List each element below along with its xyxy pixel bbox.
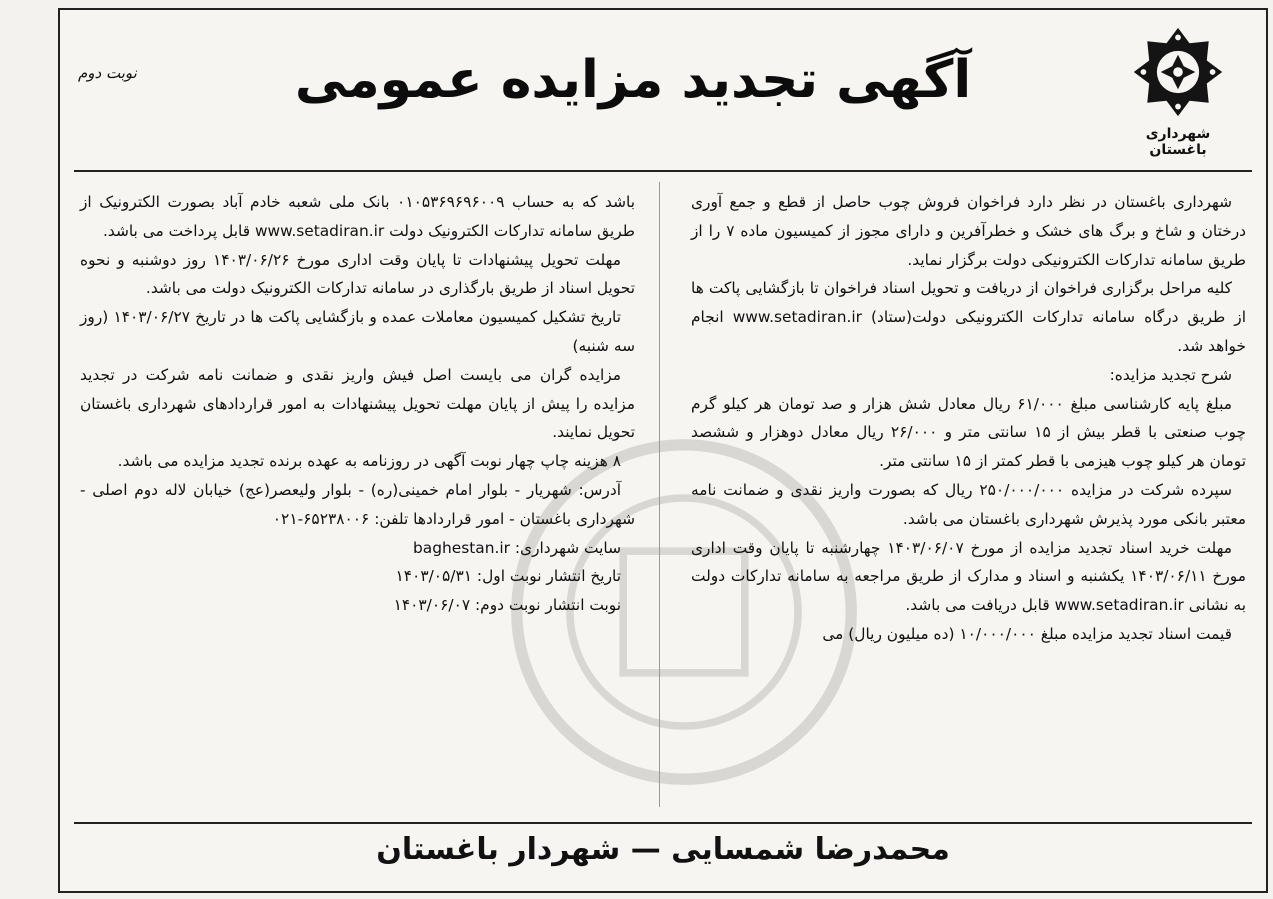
notice-title: آگهی تجدید مزایده عمومی [294, 50, 972, 110]
round-label: نوبت دوم [78, 64, 137, 82]
logo-caption: شهرداری باغستان [1145, 126, 1211, 158]
intro-paragraph: شهرداری باغستان در نظر دارد فراخوان فروش چوب حاصل از قطع و جمع آوری درختان و شاخ و برگ های خشک و خطرآفرین و دارای مجوز از کمیسیون ماده ۷ را از طریق سامانه تدارکات الکترونیکی دولت برگزار نماید. [691, 193, 1247, 269]
notice-body [74, 172, 1252, 822]
municipality-logo [1118, 24, 1238, 164]
commission-date-paragraph: تاریخ تشکیل کمیسیون معاملات عمده و بازگشایی پاکت ها در تاریخ ۱۴۰۳/۰۶/۲۷ (روز سه شنبه) [80, 308, 635, 355]
column-divider [659, 182, 660, 807]
submission-deadline-paragraph: مهلت تحویل پیشنهادات تا پایان وقت اداری مورخ ۱۴۰۳/۰۶/۲۶ روز دوشنبه و نحوه تحویل اسناد از طریق بارگذاری در سامانه تدارکات الکترونیک دولت می باشد. [80, 250, 635, 298]
right-column [691, 188, 1246, 649]
document-price-paragraph: قیمت اسناد تجدید مزایده مبلغ ۱۰/۰۰۰/۰۰۰ (ده میلیون ریال) می [822, 624, 1232, 643]
logo-emblem-icon [1130, 24, 1226, 120]
mayor-signature: محمدرضا شمسایی — شهردار باغستان [376, 832, 950, 867]
notice-frame [58, 8, 1268, 893]
deposit-paragraph: سپرده شرکت در مزایده ۲۵۰/۰۰۰/۰۰۰ ریال که بصورت واریز نقدی و ضمانت نامه معتبر بانکی مورد پذیرش شهرداری باغستان می باشد. [691, 480, 1246, 528]
notice-header [60, 10, 1266, 170]
ad-cost-paragraph: ۸ هزینه چاپ چهار نوبت آگهی در روزنامه به عهده برنده تجدید مزایده می باشد. [117, 452, 621, 471]
payment-paragraph: باشد که به حساب ۰۱۰۵۳۶۹۶۹۶۰۰۹ بانک ملی شعبه خادم آباد بصورت الکترونیک از طریق سامانه تدارکات الکترونیک دولت www.setadiran.ir قابل پرداخت می باشد. [80, 193, 635, 240]
left-column [80, 188, 635, 620]
first-publish-date: تاریخ انتشار نوبت اول: ۱۴۰۳/۰۵/۳۱ [395, 567, 621, 586]
second-publish-date: نوبت انتشار نوبت دوم: ۱۴۰۳/۰۶/۰۷ [393, 596, 621, 615]
website-line: سایت شهرداری: baghestan.ir [413, 538, 621, 557]
description-heading: شرح تجدید مزایده: [1109, 365, 1232, 384]
process-paragraph: کلیه مراحل برگزاری فراخوان از دریافت و تحویل اسناد فراخوان تا بازگشایی پاکت ها از طریق درگاه سامانه تدارکات الکترونیکی دولت(ستاد) www.setadiran.ir انجام خواهد شد. [691, 279, 1246, 355]
address-paragraph: آدرس: شهریار - بلوار امام خمینی(ره) - بلوار ولیعصر(عج) خیابان لاله دوم اصلی - شهرداری باغستان - امور قراردادها تلفن: ۶۵۲۳۸۰۰۶-۰۲۱ [80, 480, 635, 528]
purchase-deadline-paragraph: مهلت خرید اسناد تجدید مزایده از مورخ ۱۴۰۳/۰۶/۰۷ چهارشنبه تا پایان وقت اداری مورخ ۱۴۰۳/۰۶/۱۱ یکشنبه و اسناد و مدارک از طریق مراجعه به سامانه تدارکات دولت به نشانی www.setadiran.ir قابل دریافت می باشد. [691, 538, 1246, 615]
guarantee-paragraph: مزایده گران می بایست اصل فیش واریز نقدی و ضمانت نامه شرکت در تجدید مزایده را پیش از پایان مهلت تحویل پیشنهادات به امور قراردادهای شهرداری باغستان تحویل نمایند. [80, 365, 635, 442]
footer-rule [74, 822, 1252, 824]
base-price-paragraph: مبلغ پایه کارشناسی مبلغ ۶۱/۰۰۰ ریال معادل شش هزار و صد تومان هر کیلو گرم چوب صنعتی با قطر بیش از ۱۵ سانتی متر و ۲۶/۰۰۰ ریال معادل دوهزار و ششصد تومان هر کیلو چوب هیزمی با قطر کمتر از ۱۵ سانتی متر. [691, 394, 1246, 471]
